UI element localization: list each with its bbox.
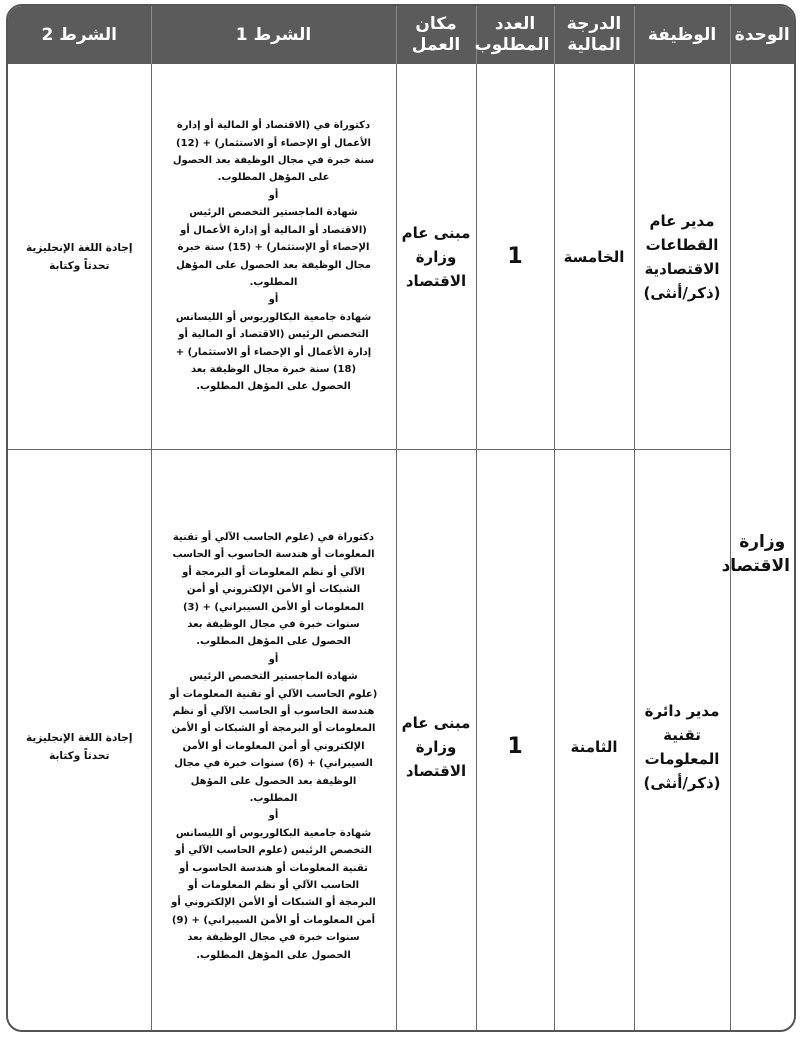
location-line: وزارة	[415, 247, 457, 266]
condition-line: على المؤهل المطلوب.	[217, 172, 330, 184]
header-row	[8, 6, 794, 64]
condition-line: الإلكتروني أو أمن المعلومات أو الأمن	[182, 740, 365, 752]
header-location-line1: مكان	[415, 14, 457, 34]
location-line: الاقتصاد	[405, 761, 467, 780]
jobs-table	[8, 6, 794, 1032]
job-title-line: (ذكر/أنثى)	[643, 283, 721, 302]
condition-line: التخصص الرئيس (علوم الحاسب الآلي أو	[175, 845, 372, 857]
condition-line: الأعمال أو الإحصاء أو الاستثمار) + (12)	[176, 137, 371, 149]
job-title-line: القطاعات	[645, 235, 719, 254]
header-location	[396, 6, 476, 64]
condition-line: التخصص الرئيس (الاقتصاد أو المالية أو	[178, 329, 369, 341]
header-unit: الوحدة	[730, 6, 794, 64]
condition-line: تحدثاً وكتابة	[49, 259, 110, 272]
condition-line: الحصول على المؤهل المطلوب.	[196, 949, 351, 961]
condition-line: شهادة الماجستير التخصص الرئيس	[189, 671, 358, 683]
condition-line: (الاقتصاد أو المالية أو إدارة الأعمال أو	[180, 224, 367, 236]
condition-line: إدارة الأعمال أو الإحصاء أو الاستثمار) +	[175, 346, 372, 358]
condition-line: أمن المعلومات أو الأمن السيبراني) + (9)	[171, 914, 376, 926]
condition-line: الآلي أو نظم المعلومات أو البرمجة أو	[182, 566, 365, 578]
job-title-line: مدير دائرة	[644, 701, 720, 720]
unit-line2: الاقتصاد	[721, 555, 790, 576]
condition-line: الإحصاء أو الإستثمار) + (15) سنة خبرة	[177, 242, 370, 254]
header-condition-1: الشرط 1	[151, 6, 396, 64]
condition-line: الوظيفة بعد الحصول على المؤهل	[190, 775, 357, 787]
condition-line: شهادة الماجستير التخصص الرئيس	[189, 207, 358, 219]
job-title-line: مدير عام	[649, 211, 715, 230]
condition-line: سنوات خبرة في مجال الوظيفة بعد	[187, 932, 360, 944]
condition-2-cell	[8, 450, 151, 1033]
unit-cell	[721, 64, 794, 1032]
condition-line: إجادة اللغة الإنجليزية	[26, 731, 133, 744]
job-title-line: المعلومات	[644, 749, 720, 768]
job-title-line: تقنية	[663, 725, 701, 744]
condition-line: تقنية المعلومات أو هندسة الحاسوب أو	[179, 862, 368, 874]
jobs-table-frame	[6, 4, 796, 1032]
condition-line: أو	[268, 653, 279, 665]
condition-line: الشبكات أو الأمن الإلكتروني أو أمن	[186, 584, 361, 596]
condition-line: سنة خبرة في مجال الوظيفة بعد الحصول	[172, 155, 375, 167]
count-cell: 1	[476, 450, 554, 1033]
condition-1-cell	[151, 450, 396, 1033]
header-count	[476, 6, 554, 64]
condition-line: الحصول على المؤهل المطلوب.	[196, 636, 351, 648]
location-line: مبنى عام	[401, 713, 471, 732]
condition-line: السيبراني) + (6) سنوات خبرة في مجال	[174, 758, 373, 770]
condition-line: شهادة جامعية البكالوريوس أو الليسانس	[175, 827, 372, 839]
location-line: وزارة	[415, 737, 457, 756]
table-row	[8, 64, 794, 450]
condition-line: شهادة جامعية البكالوريوس أو الليسانس	[175, 311, 372, 323]
location-line: الاقتصاد	[405, 271, 467, 290]
location-cell	[396, 450, 476, 1033]
condition-line: تحدثاً وكتابة	[49, 749, 110, 762]
table-row	[8, 450, 794, 1033]
condition-line: (18) سنة خبرة مجال الوظيفة بعد	[190, 363, 357, 375]
condition-line: دكتوراة في (الاقتصاد أو المالية أو إدارة	[176, 120, 371, 132]
condition-line: سنوات خبرة في مجال الوظيفة بعد	[187, 618, 360, 630]
condition-line: أو	[268, 189, 279, 201]
header-grade-line1: الدرجة	[566, 14, 622, 34]
header-grade	[554, 6, 634, 64]
location-cell	[396, 64, 476, 450]
condition-1-cell	[151, 64, 396, 450]
condition-line: المطلوب.	[249, 793, 298, 805]
condition-line: المعلومات أو البرمجة أو الشبكات أو الأمن	[171, 723, 376, 735]
grade-cell: الخامسة	[554, 64, 634, 450]
condition-line: المعلومات أو هندسة الحاسوب أو الحاسب	[172, 549, 375, 561]
count-cell: 1	[476, 64, 554, 450]
header-count-line1: العدد	[494, 14, 536, 34]
header-job: الوظيفة	[634, 6, 730, 64]
job-title-line: الاقتصادية	[644, 259, 720, 278]
condition-line: هندسة الحاسوب أو الحاسب الآلي أو نظم	[172, 705, 375, 717]
condition-line: الحصول على المؤهل المطلوب.	[196, 381, 351, 393]
header-grade-line2: المالية	[567, 35, 621, 55]
condition-line: (علوم الحاسب الآلي أو تقنية المعلومات أو	[169, 688, 378, 700]
job-title-cell	[634, 64, 730, 450]
header-condition-2: الشرط 2	[8, 6, 151, 64]
condition-line: المطلوب.	[249, 276, 298, 288]
condition-line: الحاسب الآلي أو نظم المعلومات أو	[187, 880, 360, 892]
job-title-line: (ذكر/أنثى)	[643, 773, 721, 792]
condition-line: دكتوراة في (علوم الحاسب الآلي أو تقنية	[172, 531, 375, 543]
header-location-line2: العمل	[411, 35, 461, 55]
condition-line: أو	[268, 294, 279, 306]
location-line: مبنى عام	[401, 223, 471, 242]
condition-line: إجادة اللغة الإنجليزية	[26, 241, 133, 254]
unit-line1: وزارة	[739, 531, 786, 552]
condition-line: مجال الوظيفة بعد الحصول على المؤهل	[176, 259, 371, 271]
condition-2-cell	[8, 64, 151, 450]
job-title-cell	[634, 450, 730, 1033]
condition-line: البرمجة أو الشبكات أو الأمن الإلكتروني أو	[171, 897, 376, 909]
condition-line: المعلومات أو الأمن السيبراني) + (3)	[182, 601, 365, 613]
condition-line: أو	[268, 810, 279, 822]
grade-cell: الثامنة	[554, 450, 634, 1033]
header-count-line2: المطلوب	[474, 35, 550, 55]
